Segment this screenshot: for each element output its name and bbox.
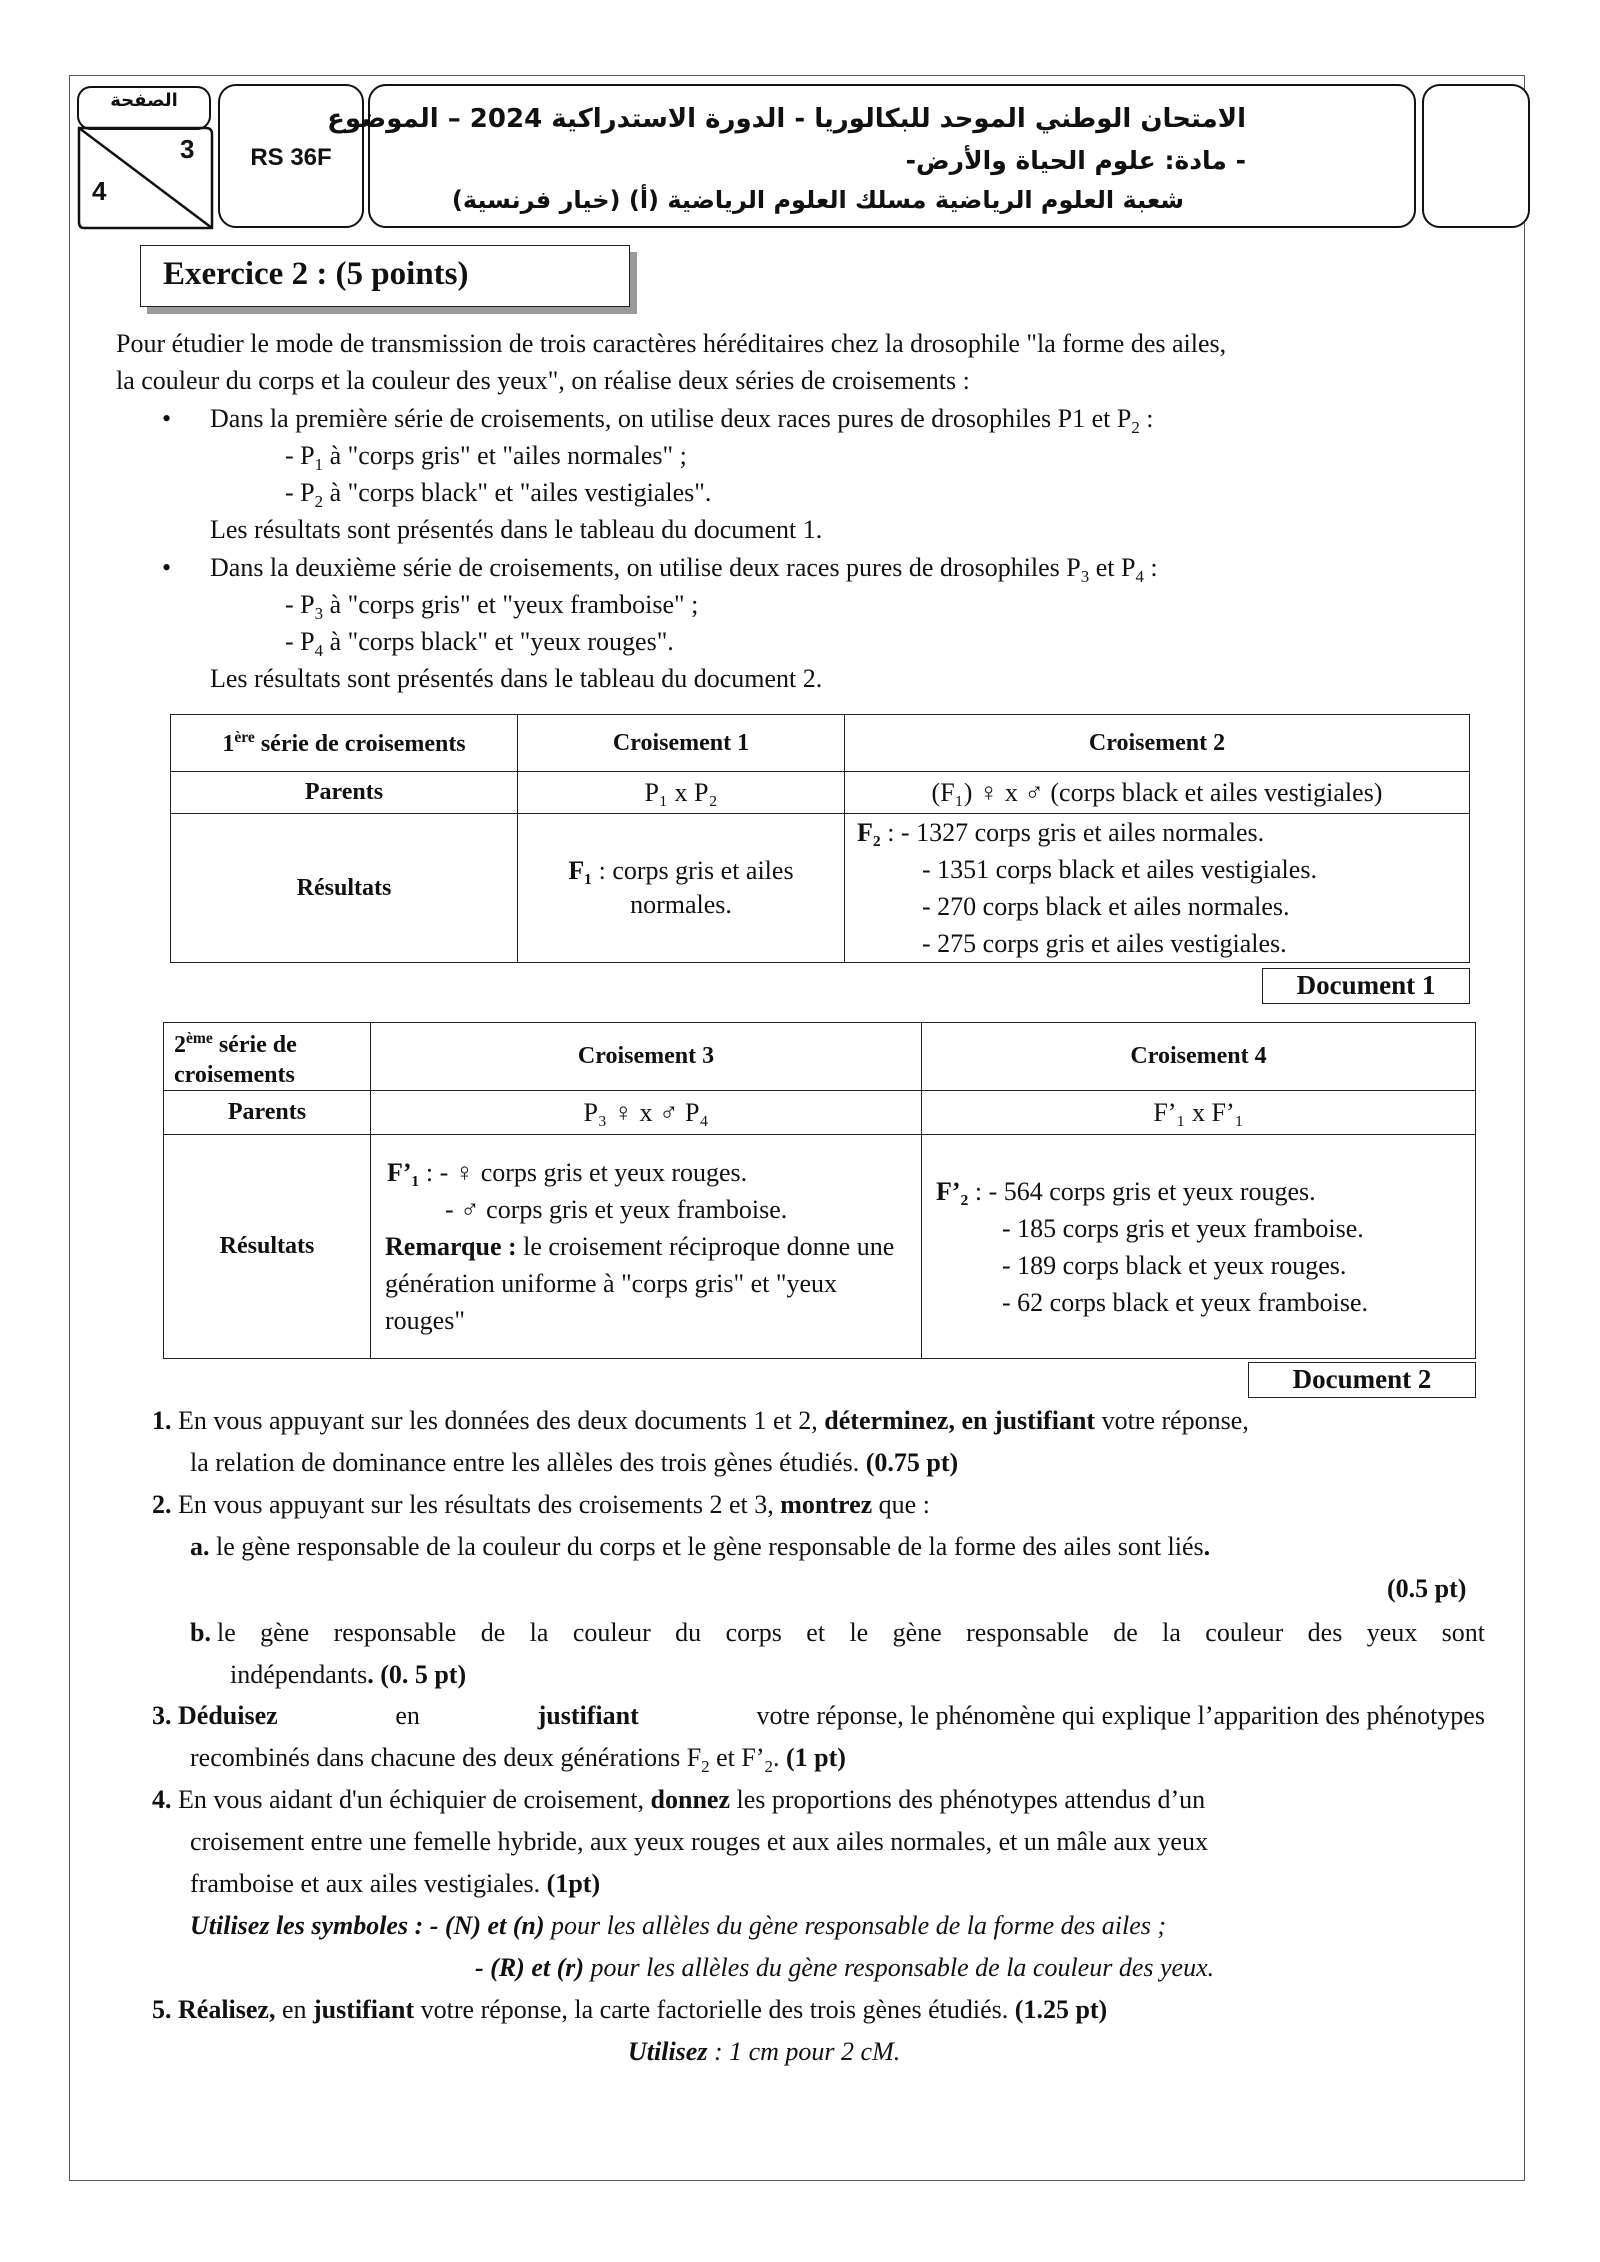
doc2-results-c4: F’₂ : - 564 corps gris et yeux rouges. - 185 corps gris et yeux framboise. - 189 corps black et yeux rouges. - 62 corps black et yeux framboise. xyxy=(922,1135,1476,1359)
question-3-line1: 3. Déduisez en justifiant votre réponse, le phénomène qui explique l’apparition des phénotypes xyxy=(152,1701,1485,1730)
intro-line1: Pour étudier le mode de transmission de trois caractères héréditaires chez la drosophile "la forme des ailes, xyxy=(116,329,1227,358)
doc2-parents-c3: P₃ ♀ x ♂ P₄ xyxy=(371,1091,922,1135)
question-2a-points: (0.5 pt) xyxy=(1387,1574,1467,1603)
document2-label: Document 2 xyxy=(1248,1362,1476,1398)
doc1-header-c2: Croisement 2 xyxy=(845,715,1470,772)
question-4-symbols-n: Utilisez les symboles : - (N) et (n) pour les allèles du gène responsable de la forme des ailes ; xyxy=(190,1911,1167,1940)
doc1-header-c1: Croisement 1 xyxy=(518,715,845,772)
doc1-parents-c2: (F₁) ♀ x ♂ (corps black et ailes vestigiales) xyxy=(845,772,1470,814)
exam-title-box xyxy=(327,84,1416,228)
series2-p3: - $P_3$ à "corps gris" et "yeux framboise" ; xyxy=(285,590,699,624)
question-1-line1: 1. En vous appuyant sur les données des deux documents 1 et 2, déterminez, en justifiant votre réponse, xyxy=(152,1406,1249,1435)
doc1-row-results: Résultats xyxy=(171,814,518,963)
exam-title-line1: الامتحان الوطني الموحد للبكالوريا - الدورة الاستدراكية 2024 – الموضوع xyxy=(327,104,1246,134)
question-2a: a. le gène responsable de la couleur du corps et le gène responsable de la forme des ailes sont liés. xyxy=(190,1532,1211,1561)
bullet-1: • xyxy=(162,404,172,433)
exam-subject: - مادة: علوم الحياة والأرض- xyxy=(905,146,1246,175)
doc1-row-parents: Parents xyxy=(171,772,518,814)
question-2b-line1: b. le gène responsable de la couleur du corps et le gène responsable de la couleur des yeux sont xyxy=(190,1618,1485,1647)
doc2-row-parents: Parents xyxy=(164,1091,371,1135)
exam-track: شعبة العلوم الرياضية مسلك العلوم الرياضية (أ) (خيار فرنسية) xyxy=(451,186,1184,214)
empty-header-box xyxy=(1422,84,1530,228)
doc1-results-c1: F₁ : corps gris et ailes normales. xyxy=(518,814,845,963)
document1-label: Document 1 xyxy=(1262,968,1470,1004)
doc2-parents-c4: F’₁ x F’₁ xyxy=(922,1091,1476,1135)
question-3-line2: recombinés dans chacune des deux générations $F_2$ et $F’_2$. (1 pt) xyxy=(190,1743,846,1777)
question-1-line2: la relation de dominance entre les allèles des trois gènes étudiés. (0.75 pt) xyxy=(190,1448,959,1477)
exercise-title: Exercice 2 : (5 points) xyxy=(140,245,630,307)
series2-text: Dans la deuxième série de croisements, on utilise deux races pures de drosophiles $P_3$ et $P_4$ : xyxy=(210,553,1158,587)
page-number: 3 xyxy=(180,134,195,164)
series2-p4: - $P_4$ à "corps black" et "yeux rouges". xyxy=(285,627,674,661)
question-4-symbols-r: - (R) et (r) pour les allèles du gène responsable de la couleur des yeux. xyxy=(475,1953,1215,1982)
doc2-row-results: Résultats xyxy=(164,1135,371,1359)
question-4-line2: croisement entre une femelle hybride, aux yeux rouges et aux ailes normales, et un mâle aux yeux xyxy=(190,1827,1208,1856)
question-5-scale: Utilisez : 1 cm pour 2 cM. xyxy=(628,2037,901,2066)
page-total: 4 xyxy=(92,176,107,206)
doc2-header-c3: Croisement 3 xyxy=(371,1023,922,1091)
doc1-header-series: 1ère série de croisements xyxy=(171,715,518,772)
doc2-header-c4: Croisement 4 xyxy=(922,1023,1476,1091)
series1-p1: - $P_1$ à "corps gris" et "ailes normales" ; xyxy=(285,441,687,475)
exam-code: RS 36F xyxy=(250,144,332,171)
doc2-results-c3: F’₁ : - ♀ corps gris et yeux rouges. - ♂ corps gris et yeux framboise. Remarque : le croisement réciproque donne une génération uniforme à "corps gris" et "yeux rouges" xyxy=(371,1135,922,1359)
doc2-header-series: 2ème série de croisements xyxy=(164,1023,371,1091)
document1-table xyxy=(170,714,1470,963)
document2-table xyxy=(163,1022,1476,1359)
bullet-2: • xyxy=(162,553,172,582)
question-5: 5. Réalisez, en justifiant votre réponse, la carte factorielle des trois gènes étudiés. (1.25 pt) xyxy=(152,1995,1108,2024)
question-2-intro: 2. En vous appuyant sur les résultats des croisements 2 et 3, montrez que : xyxy=(152,1490,930,1519)
question-2b-line2: indépendants. (0. 5 pt) xyxy=(230,1660,467,1689)
question-4-line1: 4. En vous aidant d'un échiquier de croisement, donnez les proportions des phénotypes attendus d’un xyxy=(152,1785,1206,1814)
doc1-parents-c1: P₁ x P₂ xyxy=(518,772,845,814)
series1-p2: - $P_2$ à "corps black" et "ailes vestigiales". xyxy=(285,478,712,512)
series1-text: Dans la première série de croisements, on utilise deux races pures de drosophiles P1 et $P_2$ : xyxy=(210,404,1154,438)
page-label: الصفحة xyxy=(110,90,178,111)
series2-result: Les résultats sont présentés dans le tableau du document 2. xyxy=(210,664,823,693)
doc1-results-c2: F₂ : - 1327 corps gris et ailes normales. - 1351 corps black et ailes vestigiales. - 270 corps black et ailes normales. - 275 corps gris et ailes vestigiales. xyxy=(845,814,1470,963)
question-4-line3: framboise et aux ailes vestigiales. (1pt) xyxy=(190,1869,601,1898)
series1-result: Les résultats sont présentés dans le tableau du document 1. xyxy=(210,515,823,544)
intro-line2: la couleur du corps et la couleur des yeux", on réalise deux séries de croisements : xyxy=(116,366,970,395)
